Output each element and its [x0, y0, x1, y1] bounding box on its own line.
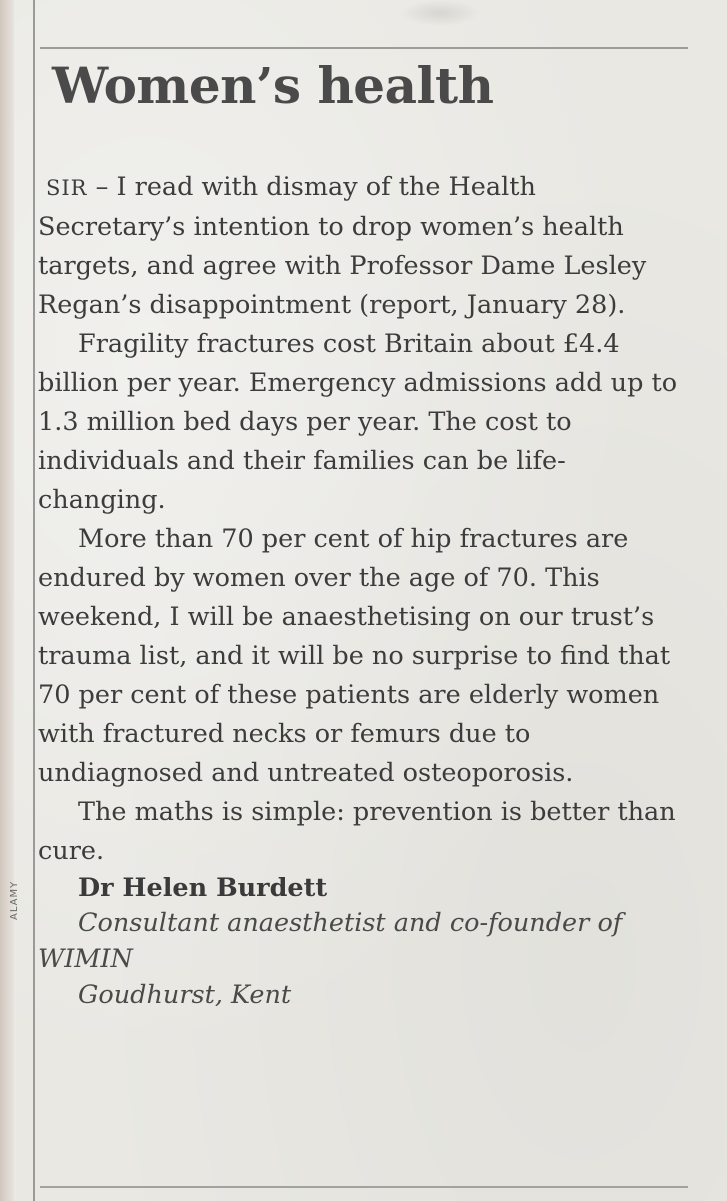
author-location: Goudhurst, Kent	[78, 980, 292, 1010]
paragraph-1	[38, 168, 688, 325]
paragraph-3: More than 70 per cent of hip fractures are endured by women over the age of 70. This weekend, I will be anaesthetising on our trust’s trauma list, and it will be no surprise to find that 70 per cent of these patients are elderly women with fractured necks or femurs due to undiagnosed and untreated osteoporosis.	[38, 524, 671, 788]
top-rule	[40, 47, 688, 49]
author-role: Consultant anaesthetist and co-founder of WIMIN	[38, 908, 623, 974]
headline: Women’s health	[52, 56, 494, 115]
column-divider	[33, 0, 35, 1201]
paragraph-4: The maths is simple: prevention is better than cure.	[38, 797, 676, 866]
photo-credit: ALAMY	[9, 880, 20, 920]
adjacent-column-edge	[0, 0, 14, 1201]
salutation: SIR	[46, 176, 88, 200]
bottom-rule	[40, 1186, 688, 1188]
letter-body	[38, 168, 688, 1013]
print-smudge	[400, 0, 480, 26]
paragraph-2: Fragility fractures cost Britain about £4.4 billion per year. Emergency admissions add up to 1.3 million bed days per year. The cost to individuals and their families can be life-changing.	[38, 329, 678, 515]
author-name: Dr Helen Burdett	[78, 873, 328, 903]
paragraph-1-text: – I read with dismay of the Health Secretary’s intention to drop women’s health targets, and agree with Professor Dame Lesley Regan’s disappointment (report, January 28).	[38, 172, 647, 320]
